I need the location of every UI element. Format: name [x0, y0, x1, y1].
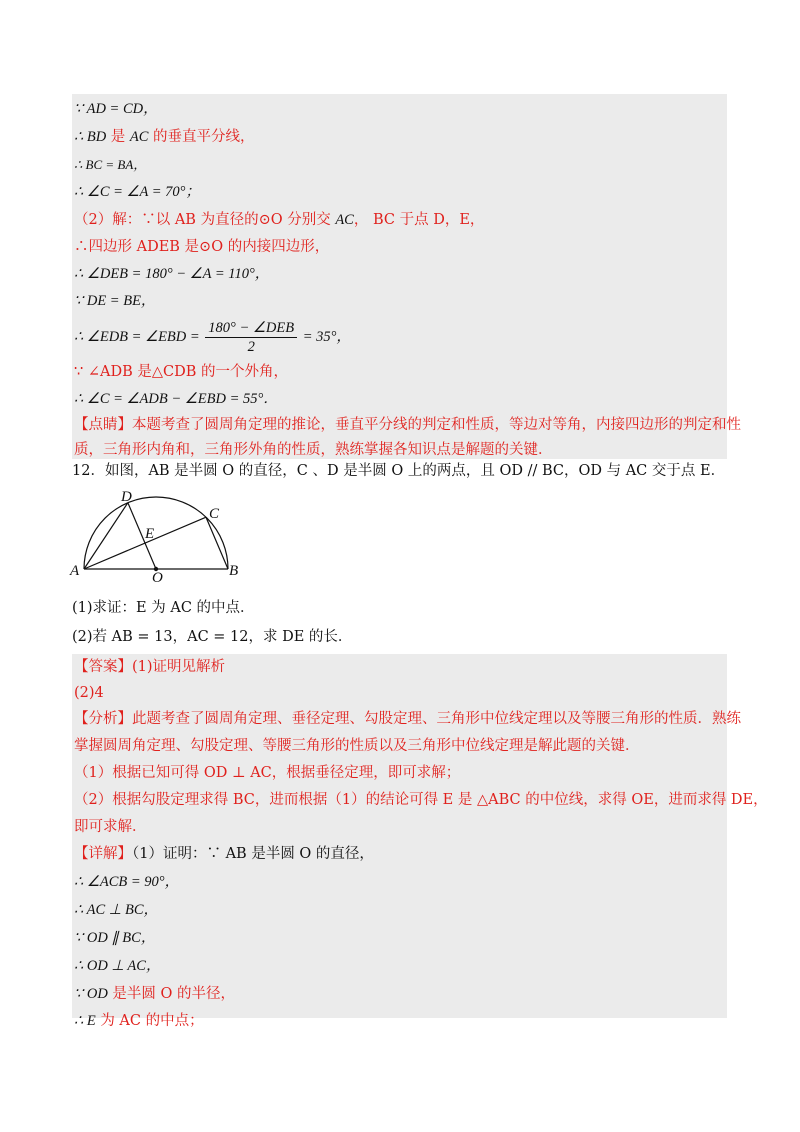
solution-block-top [72, 94, 741, 459]
segment-cb [206, 517, 228, 569]
solution-block-bottom [72, 654, 768, 1029]
analysis-line-4: （2）根据勾股定理求得 BC，进而根据（1）的结论可得 E 是 △ABC 的中位线，求得 OE，进而求得 DE， [74, 792, 768, 808]
label-c: C [209, 506, 220, 522]
step-line: ∴ BC = BA， [74, 157, 147, 172]
label-o: O [152, 570, 163, 586]
detail-head: 【详解】（1）证明：∵ AB 是半圆 O 的直径， [74, 846, 374, 862]
fraction-line: ∴ ∠EDB = ∠EBD = $\frac{\text{180° − ∠DEB}}{2}$ = 35°， [74, 320, 351, 356]
detail-line: ∴ ∠ACB = 90°， [74, 874, 180, 890]
analysis-line-1: 【分析】此题考查了圆周角定理、垂径定理、勾股定理、三角形中位线定理以及等腰三角形的性质．熟练 [74, 711, 741, 727]
question-part-1: (1)求证：E 为 AC 的中点． [72, 600, 255, 616]
answer-line-2: (2)4 [74, 685, 104, 701]
semicircle-figure [66, 486, 246, 586]
answer-line-1: 【答案】(1)证明见解析 [74, 659, 226, 675]
analysis-line-5: 即可求解． [74, 819, 147, 835]
label-e: E [145, 526, 155, 542]
detail-line: ∴ OD ⊥ AC， [74, 958, 161, 974]
fraction: $\frac{\text{180° − ∠DEB}}{2}$ [205, 319, 297, 356]
comment-line-1: 【点睛】本题考查了圆周角定理的推论，垂直平分线的判定和性质，等边对等角，内接四边形的判定和性 [74, 417, 741, 433]
detail-line: ∵ OD ∥ BC， [74, 930, 156, 946]
detail-line: ∵ OD 是半圆 O 的半径， [74, 986, 236, 1002]
comment-line-2: 质，三角形内角和，三角形外角的性质，熟练掌握各知识点是解题的关键． [74, 442, 553, 458]
analysis-line-3: （1）根据已知可得 OD ⊥ AC，根据垂径定理，即可求解； [74, 765, 461, 781]
step-line: ∵ DE = BE， [74, 293, 156, 309]
step-line: ∴ BD 是 AC 的垂直平分线， [74, 129, 255, 145]
analysis-line-2: 掌握圆周角定理、勾股定理、等腰三角形的性质以及三角形中位线定理是解此题的关键． [74, 738, 640, 754]
step-line: ∵ AD = CD， [74, 101, 158, 117]
step-line: ∴ ∠C = ∠ADB − ∠EBD = 55°． [74, 391, 278, 407]
label-d: D [121, 489, 132, 505]
step-line: ∴ ∠C = ∠A = 70°； [74, 184, 200, 200]
detail-line: ∴ E 为 AC 的中点； [74, 1013, 204, 1029]
figure-geometry [84, 497, 228, 571]
step-line: ∵ ∠ADB 是△CDB 的一个外角， [74, 364, 288, 380]
label-a: A [70, 563, 80, 579]
detail-line: ∴ AC ⊥ BC， [74, 902, 159, 918]
step-line: （2）解：∵以 AB 为直径的⊙O 分别交 AC， BC 于点 D，E， [74, 212, 485, 228]
step-line: ∴ ∠DEB = 180° − ∠A = 110°， [74, 266, 270, 282]
semicircle-arc [84, 497, 228, 569]
label-b: B [229, 563, 239, 579]
question-part-2: (2)若 AB = 13，AC = 12，求 DE 的长． [72, 629, 353, 645]
step-line: ∴四边形 ADEB 是⊙O 的内接四边形， [74, 239, 330, 255]
question-stem: 12．如图，AB 是半圆 O 的直径，C 、D 是半圆 O 上的两点，且 OD // BC，OD 与 AC 交于点 E． [72, 463, 726, 479]
